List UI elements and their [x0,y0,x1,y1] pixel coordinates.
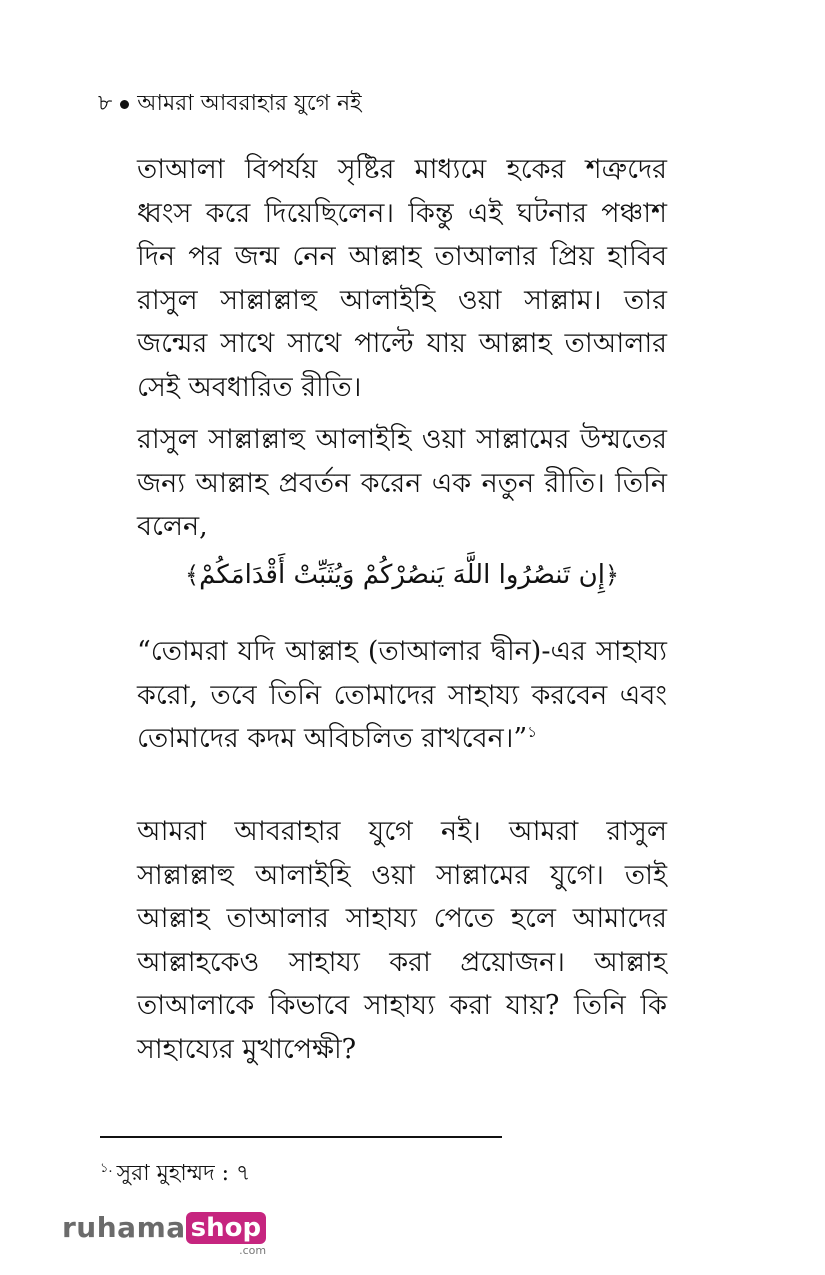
translation-text: “তোমরা যদি আল্লাহ (তাআলার দ্বীন)-এর সাহায্য করো, তবে তিনি তোমাদের সাহায্য করবেন এবং তোমাদের কদম অবিচলিত রাখবেন।” [137,636,667,754]
logo-badge-group [186,1211,266,1257]
logo-shop-badge: shop [186,1212,266,1244]
footnote-text: সুরা মুহাম্মদ : ৭ [116,1161,251,1186]
ornate-bracket-close: ﴾ [185,561,200,589]
running-head-title: আমরা আবরাহার যুগে নই [137,91,362,116]
footnote [100,1156,250,1193]
footnote-divider [100,1136,502,1138]
paragraph-4: আমরা আবরাহার যুগে নই। আমরা রাসুল সাল্লাল্লাহু আলাইহি ওয়া সাল্লামের যুগে। তাই আল্লাহ তাআলার সাহায্য পেতে হলে আমাদের আল্লাহকেও সাহায্য করা প্রয়োজন। আল্লাহ তাআলাকে কিভাবে সাহায্য করা যায়? তিনি কি সাহায্যের মুখাপেক্ষী? [137,816,667,1065]
footnote-reference[interactable]: ১ [527,723,537,741]
bullet-icon [120,100,129,109]
logo-suffix: .com [239,1244,267,1257]
verse-text: إِن تَنصُرُوا اللَّهَ يَنصُرْكُمْ وَيُثَبِّتْ أَقْدَامَكُمْ [199,560,605,590]
paragraph-2: রাসুল সাল্লাল্লাহু আলাইহি ওয়া সাল্লামের উম্মতের জন্য আল্লাহ প্রবর্তন করেন এক নতুন রীতি। তিনি বলেন, [137,424,667,542]
paragraph-1: তাআলা বিপর্যয় সৃষ্টির মাধ্যমে হকের শত্রুদের ধ্বংস করে দিয়েছিলেন। কিন্তু এই ঘটনার পঞ্চাশ দিন পর জন্ম নেন আল্লাহ তাআলার প্রিয় হাবিব রাসুল সাল্লাল্লাহু আলাইহি ওয়া সাল্লাম। তার জন্মের সাথে সাথে পাল্টে যায় আল্লাহ তাআলার সেই অবধারিত রীতি। [137,154,667,403]
page-number: ৮ [98,91,113,116]
logo-word: ruhama [62,1211,186,1244]
footnote-mark: ১. [100,1160,113,1176]
quran-verse [137,560,667,590]
ruhamashop-logo [62,1211,266,1257]
running-head [98,86,362,123]
translation-paragraph [137,630,667,761]
ornate-bracket-open: ﴿ [604,561,619,589]
